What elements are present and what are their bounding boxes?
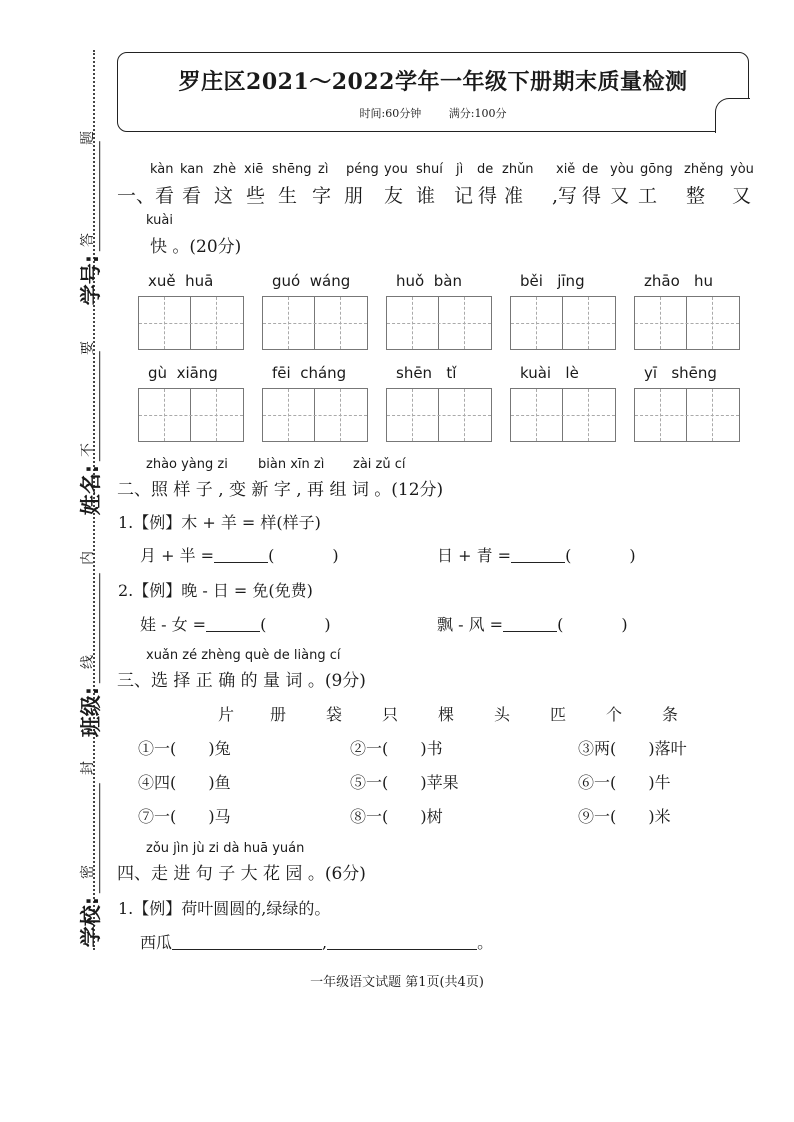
pinyin-syllable: zì	[318, 162, 329, 177]
heading-char: 又	[610, 185, 630, 207]
guide-line	[511, 415, 615, 416]
pinyin-syllable: xiē	[244, 162, 264, 177]
answer-blank[interactable]	[214, 562, 268, 563]
measure-word: 棵	[438, 705, 455, 724]
seal-char: 封	[80, 761, 96, 775]
guide-line	[464, 389, 465, 441]
tianzige-box[interactable]	[634, 388, 740, 442]
example-2: 2.【例】晚 - 日 = 免(免费)	[118, 581, 313, 600]
grid-pinyin: kuài lè	[520, 364, 579, 382]
school-field[interactable]: 学校:	[75, 783, 105, 947]
measure-word: 头	[494, 705, 511, 724]
guide-line	[511, 323, 615, 324]
answer-blank[interactable]	[327, 949, 477, 950]
grid-pinyin: guó wáng	[272, 272, 351, 290]
grid-pinyin: yī shēng	[644, 364, 717, 382]
tianzige-box[interactable]	[510, 296, 616, 350]
seal-char: 线	[80, 655, 96, 669]
seal-char: 答	[80, 233, 96, 247]
heading-char: 生	[278, 185, 298, 207]
heading-char: 朋	[344, 185, 364, 207]
guide-line	[288, 297, 289, 349]
page-footer: 一年级语文试题 第1页(共4页)	[310, 975, 484, 990]
guide-line	[164, 297, 165, 349]
section-2-pinyin-a: zhào yàng zi	[146, 457, 228, 472]
section-4-title: 四、走 进 句 子 大 花 园 。(6分)	[117, 864, 366, 884]
section-4-pinyin: zǒu jìn jù zi dà huā yuán	[146, 841, 305, 856]
heading-char: ,写	[552, 185, 578, 207]
pinyin-syllable: péng	[346, 162, 379, 177]
guide-line	[660, 297, 661, 349]
heading-char: 看	[182, 185, 202, 207]
measure-word-item[interactable]: ①一( )兔	[138, 739, 231, 758]
seal-char: 题	[80, 131, 96, 145]
guide-line	[387, 323, 491, 324]
guide-line	[340, 297, 341, 349]
pinyin-syllable: shuí	[416, 162, 443, 177]
grid-pinyin: fēi cháng	[272, 364, 347, 382]
section-4-example: 1.【例】荷叶圆圆的,绿绿的。	[118, 899, 331, 918]
exam-time: 时间:60分钟	[359, 107, 422, 120]
grid-pinyin: gù xiāng	[148, 364, 218, 382]
measure-word-item[interactable]: ⑥一( )牛	[578, 773, 671, 792]
grid-pinyin: shēn tǐ	[396, 364, 457, 382]
guide-line	[412, 297, 413, 349]
guide-line	[536, 297, 537, 349]
exam-score: 满分:100分	[448, 107, 507, 120]
tianzige-box[interactable]	[386, 388, 492, 442]
guide-line	[139, 415, 243, 416]
guide-line	[660, 389, 661, 441]
heading-char: 一、看	[117, 185, 175, 207]
heading-char: 谁	[416, 185, 436, 207]
seal-char: 内	[80, 551, 96, 565]
heading-char: 字	[312, 185, 332, 207]
pinyin-syllable: de	[477, 162, 494, 177]
heading-char: 整	[686, 185, 706, 207]
measure-word-item[interactable]: ④四( )鱼	[138, 773, 231, 792]
section-2-title: 二、照 样 子 , 变 新 字 , 再 组 词 。(12分)	[117, 480, 444, 500]
example-1: 1.【例】木 + 羊 = 样(样子)	[118, 513, 321, 532]
measure-word: 个	[606, 705, 623, 724]
class-field[interactable]: 班级:	[75, 573, 105, 737]
guide-line	[216, 389, 217, 441]
seal-char: 要	[80, 341, 96, 355]
guide-line	[464, 297, 465, 349]
answer-blank[interactable]	[503, 631, 557, 632]
title-banner	[117, 52, 749, 132]
measure-word-item[interactable]: ③两( )落叶	[578, 739, 687, 758]
heading-char: 又	[732, 185, 752, 207]
section-3-pinyin: xuǎn zé zhèng què de liàng cí	[146, 648, 341, 663]
pinyin-syllable: yòu	[610, 162, 634, 177]
heading-char: 工	[638, 185, 658, 207]
pinyin-syllable: xiě	[556, 162, 576, 177]
grid-pinyin: zhāo hu	[644, 272, 714, 290]
section-1-pinyin-line2: kuài	[146, 213, 173, 228]
measure-word-item[interactable]: ⑧一( )树	[350, 807, 443, 826]
grid-pinyin: xuě huā	[148, 272, 214, 290]
heading-char: 准	[504, 185, 524, 207]
measure-word: 条	[662, 705, 679, 724]
section-3-title: 三、选 择 正 确 的 量 词 。(9分)	[117, 671, 366, 691]
tianzige-box[interactable]	[138, 388, 244, 442]
guide-line	[139, 323, 243, 324]
heading-char: 得	[582, 185, 602, 207]
section-2-pinyin-b: biàn xīn zì	[258, 457, 325, 472]
tianzige-box[interactable]	[634, 296, 740, 350]
pinyin-syllable: de	[582, 162, 599, 177]
guide-line	[216, 297, 217, 349]
heading-char: 这	[214, 185, 234, 207]
measure-word-item[interactable]: ②一( )书	[350, 739, 443, 758]
measure-word: 袋	[326, 705, 343, 724]
guide-line	[536, 389, 537, 441]
answer-blank[interactable]	[511, 562, 565, 563]
guide-line	[635, 415, 739, 416]
pinyin-syllable: gōng	[640, 162, 673, 177]
seal-char: 不	[80, 443, 96, 457]
exam-title: 罗庄区2021～2022学年一年级下册期末质量检测	[178, 69, 688, 95]
guide-line	[712, 297, 713, 349]
guide-line	[263, 415, 367, 416]
measure-word: 片	[218, 705, 235, 724]
pinyin-syllable: zhěng	[684, 162, 724, 177]
guide-line	[263, 323, 367, 324]
measure-word: 只	[382, 705, 399, 724]
measure-word-item[interactable]: ⑤一( )苹果	[350, 773, 459, 792]
section-2-pinyin-c: zài zǔ cí	[353, 457, 406, 472]
heading-char: 友	[384, 185, 404, 207]
tianzige-box[interactable]	[138, 296, 244, 350]
pinyin-syllable: kan	[180, 162, 204, 177]
measure-word-item[interactable]: ⑨一( )米	[578, 807, 671, 826]
pinyin-syllable: shēng	[272, 162, 312, 177]
answer-blank[interactable]	[172, 949, 322, 950]
tianzige-box[interactable]	[510, 388, 616, 442]
guide-line	[588, 389, 589, 441]
tianzige-box[interactable]	[262, 388, 368, 442]
measure-word: 匹	[550, 705, 567, 724]
measure-word-item[interactable]: ⑦一( )马	[138, 807, 231, 826]
question-2-1b: 日 + 青 = ( )	[437, 546, 636, 565]
guide-line	[412, 389, 413, 441]
guide-line	[712, 389, 713, 441]
guide-line	[288, 389, 289, 441]
student-id-field[interactable]: 学号:	[75, 141, 105, 305]
page-curl-decoration	[715, 98, 750, 133]
pinyin-syllable: zhǔn	[502, 162, 534, 177]
guide-line	[588, 297, 589, 349]
heading-char: 记	[454, 185, 474, 207]
guide-line	[164, 389, 165, 441]
heading-char: 得	[478, 185, 498, 207]
answer-blank[interactable]	[206, 631, 260, 632]
pinyin-syllable: zhè	[213, 162, 237, 177]
grid-pinyin: běi jīng	[520, 272, 585, 290]
section-4-question: 西瓜 , 。	[140, 933, 494, 952]
name-field[interactable]: 姓名:	[75, 351, 105, 515]
guide-line	[635, 323, 739, 324]
question-2-1a: 月 + 半 = ( )	[140, 546, 339, 565]
heading-char: 些	[246, 185, 266, 207]
pinyin-syllable: you	[384, 162, 408, 177]
pinyin-syllable: yòu	[730, 162, 754, 177]
question-2-2a: 娃 - 女 = ( )	[140, 615, 331, 634]
seal-char: 密	[80, 865, 96, 879]
pinyin-syllable: kàn	[150, 162, 174, 177]
guide-line	[387, 415, 491, 416]
tianzige-box[interactable]	[262, 296, 368, 350]
grid-pinyin: huǒ bàn	[396, 272, 462, 290]
question-2-2b: 飘 - 风 = ( )	[437, 615, 628, 634]
exam-meta	[118, 105, 748, 121]
pinyin-syllable: jì	[456, 162, 464, 177]
measure-word: 册	[270, 705, 287, 724]
section-1-title-line2: 快 。(20分)	[150, 237, 242, 257]
guide-line	[340, 389, 341, 441]
tianzige-box[interactable]	[386, 296, 492, 350]
